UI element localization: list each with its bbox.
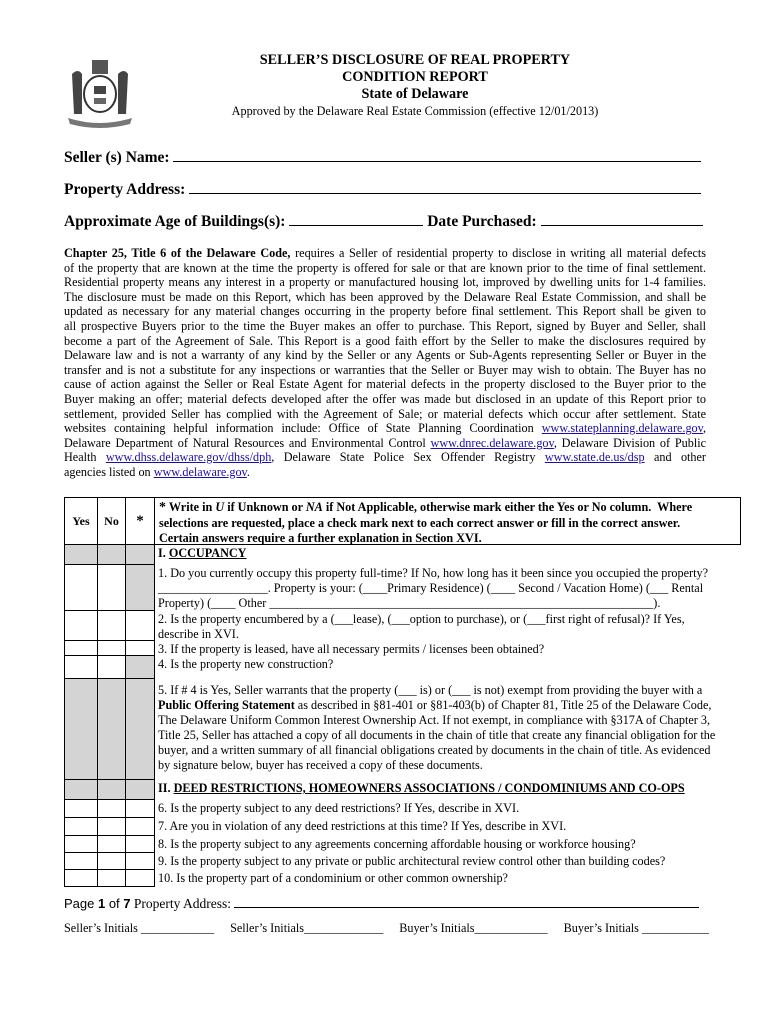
column-header-yes: Yes [64,497,98,545]
answer-cell-note[interactable] [125,610,155,641]
answer-cell-yes [64,678,98,780]
question-line: Public Offering Statement as described in §81-401 or §81-403(b) of Chapter 81, Title 25 of the Delaware Code, [158,698,712,712]
seller-initials-2[interactable]: Seller’s Initials_____________ [230,921,384,935]
intro-line [64,465,706,480]
intro-text: requires a Seller of residential property to disclose in writing all material defects [290,246,706,260]
answer-cell-no [97,779,126,800]
initials-row [64,921,709,936]
question-line: I. OCCUPANCY [158,546,247,560]
intro-line [64,275,706,290]
answer-cell-no[interactable] [97,869,126,887]
question-line: 4. Is the property new construction? [158,657,334,671]
intro-text: and other [644,450,706,465]
answer-cell-note[interactable] [125,799,155,818]
seller-name-label: Seller (s) Name: [64,149,170,166]
question-line: 8. Is the property subject to any agreements concerning affordable housing or workforce housing? [158,837,636,851]
answer-cell-no[interactable] [97,817,126,836]
age-label: Approximate Age of Buildings(s): [64,213,286,230]
page-indicator: Page 1 of 7 [64,896,131,911]
property-address-label: Property Address: [64,181,186,198]
question-line: by signature below, buyer has received a copy of these documents. [158,758,483,772]
intro-text: Delaware law and is not a warranty of any kind by the Seller or any Agents or Sub-Agents representing Seller or Buyer in the [64,348,706,363]
question-text [158,854,665,869]
instructions-line: * Write in U if Unknown or NA if Not Applicable, otherwise mark either the Yes or No column. Where [159,500,693,515]
footer-property-address-field[interactable] [234,895,699,908]
question-line: The Delaware Uniform Common Interest Ownership Act. If not exempt, in compliance with §317A of Chapter 3, [158,713,711,727]
intro-text: , Delaware State Police Sex Offender Registry [271,450,545,465]
disclosure-table [64,497,741,887]
intro-line [64,392,706,407]
answer-cell-note [125,678,155,780]
question-text [158,837,636,852]
intro-line [64,261,706,276]
question-text [158,683,715,773]
website-link[interactable]: www.delaware.gov [153,464,247,479]
answer-cell-note[interactable] [125,852,155,870]
section-heading [158,546,246,561]
question-line: 10. Is the property part of a condominium or other common ownership? [158,871,508,885]
answer-cell-no [97,678,126,780]
intro-text: transfer and is not a substitute for any inspections or warranties that the Seller or Buyer may wish to obtain. The Buyer has no [64,362,706,377]
intro-text: agencies listed on [64,464,154,479]
question-line: 5. If # 4 is Yes, Seller warrants that the property (___ is) or (___ is not) exempt from providing the buyer with a [158,683,703,697]
instructions-line: Certain answers require a further explanation in Section XVI. [159,530,482,545]
question-text [158,819,566,834]
question-line: Title 25, Seller has attached a copy of all documents in the chain of title that create any financial obligation for the [158,728,716,742]
intro-line [64,290,706,305]
answer-cell-yes[interactable] [64,835,98,853]
question-line: __________________. Property is your: (____Primary Residence) (____ Second / Vacation Home) (___ Rental [158,581,704,595]
instructions-line: selections are requested, place a check mark next to each correct answer or fill in the correct answer. [159,515,681,530]
website-link[interactable]: www.state.de.us/dsp [544,450,645,465]
intro-line [64,304,706,319]
intro-text: of the property that are known at the time the property is offered for sale or that are known prior to the time of final settlement. [64,260,706,275]
question-line: 1. Do you currently occupy this property full-time? If No, how long has it been since you occupied the property? [158,566,708,580]
answer-cell-note[interactable] [125,869,155,887]
intro-line [64,407,706,422]
answer-cell-yes[interactable] [64,799,98,818]
seller-name-field[interactable] [173,148,701,162]
answer-cell-note [125,655,155,679]
title-line-3: State of Delaware [361,86,469,102]
intro-text: become a part of the Agreement of Sale. This Report is a good faith effort by the Seller to make the disclosures required by [64,333,706,348]
answer-cell-yes[interactable] [64,852,98,870]
buyer-initials-1[interactable]: Buyer’s Initials____________ [399,921,548,935]
title-line-2: CONDITION REPORT [342,69,488,85]
intro-line [64,348,706,363]
question-text [158,801,519,816]
question-text [158,642,544,657]
answer-cell-note [125,779,155,800]
answer-cell-no[interactable] [97,610,126,641]
answer-cell-no[interactable] [97,835,126,853]
intro-text: The disclosure must be made on this Report, which has been approved by the Delaware Real Estate Commission, and shall be [64,289,706,304]
property-address-field[interactable] [189,180,701,194]
question-line: II. DEED RESTRICTIONS, HOMEOWNERS ASSOCIATIONS / CONDOMINIUMS AND CO-OPS [158,781,685,795]
answer-cell-note[interactable] [125,835,155,853]
table-instructions [154,497,741,545]
answer-cell-note [125,564,155,611]
question-line: 6. Is the property subject to any deed restrictions? If Yes, describe in XVI. [158,801,520,815]
intro-line [64,377,706,392]
property-address-row [64,180,701,199]
page-footer [64,895,699,912]
column-header-no: No [97,497,126,545]
intro-text: cause of action against the Seller or Real Estate Agent for material defects in the property disclosed to the Buyer prior to the [64,377,706,392]
answer-cell-no[interactable] [97,852,126,870]
delaware-state-seal [62,52,138,128]
intro-line [64,436,706,451]
answer-cell-no[interactable] [97,640,126,656]
intro-line [64,246,706,261]
seller-initials-1[interactable]: Seller’s Initials ____________ [64,921,215,935]
age-field[interactable] [289,212,423,226]
answer-cell-yes[interactable] [64,817,98,836]
intro-line [64,334,706,349]
question-text [158,612,685,642]
question-text [158,657,333,672]
question-line: describe in XVI. [158,627,239,641]
answer-cell-no[interactable] [97,655,126,679]
intro-text: , [702,421,706,436]
answer-cell-yes [64,779,98,800]
website-link[interactable]: www.dnrec.delaware.gov [430,435,554,450]
answer-cell-note [125,544,155,565]
question-text [158,871,508,886]
question-line: 9. Is the property subject to any private or public architectural review control other than building codes? [158,854,666,868]
question-line: 2. Is the property encumbered by a (___lease), (___option to purchase), or (___first right of refusal)? If Yes, [158,612,685,626]
intro-text: Buyer making an offer; material defects developed after the offer was made but disclosed in an update of this Report prior to [64,391,706,406]
answer-cell-no[interactable] [97,799,126,818]
website-link[interactable]: www.stateplanning.delaware.gov [541,421,703,436]
website-link[interactable]: www.dhss.delaware.gov/dhss/dph [105,450,272,465]
buyer-initials-2[interactable]: Buyer’s Initials ___________ [563,921,709,935]
intro-line [64,319,706,334]
question-line: buyer, and a written summary of all financial obligations created by documents in the chain of title. As evidenced [158,743,711,757]
question-line: 7. Are you in violation of any deed restrictions at this time? If Yes, describe in XVI. [158,819,567,833]
answer-cell-yes[interactable] [64,640,98,656]
intro-line [64,421,706,436]
column-header-note: * [125,497,155,545]
intro-text: , Delaware Division of Public [553,435,706,450]
intro-text: all prospective Buyers prior to the time the Buyer makes an offer to purchase. This Report, signed by Buyer and Seller, shall [64,318,706,333]
answer-cell-yes[interactable] [64,564,98,611]
question-line: 3. If the property is leased, have all necessary permits / licenses been obtained? [158,642,545,656]
answer-cell-no [97,544,126,565]
intro-text: Residential property means any interest in a property or manufactured housing lot, improved by dwelling units for 1-4 families. [64,275,706,290]
answer-cell-yes[interactable] [64,869,98,887]
date-purchased-field[interactable] [541,212,703,226]
intro-text: updated as necessary for any material changes occurring in the property before final settlement. This Report shall be given to [64,304,706,319]
intro-line [64,450,706,465]
intro-text: Chapter 25, Title 6 of the Delaware Code, [64,246,291,260]
answer-cell-note[interactable] [125,817,155,836]
intro-text: websites containing helpful information include: Office of State Planning Coordination [64,421,542,436]
section-heading [158,781,685,796]
seller-name-row [64,148,701,167]
approval-note: Approved by the Delaware Real Estate Commission (effective 12/01/2013) [231,104,599,118]
date-purchased-label: Date Purchased: [427,213,537,230]
question-line: Property) (____ Other _______________________________________________________________). [158,596,661,610]
answer-cell-note[interactable] [125,640,155,656]
intro-text: settlement, provided Seller has complied with the Agreement of Sale; or material defects which occur after settlement. State [64,406,706,421]
footer-property-address-label: Property Address: [133,896,232,911]
intro-text: . [246,464,250,479]
title-line-1: SELLER’S DISCLOSURE OF REAL PROPERTY [259,52,571,68]
answer-cell-yes[interactable] [64,655,98,679]
answer-cell-yes[interactable] [64,610,98,641]
answer-cell-yes [64,544,98,565]
disclosure-intro-paragraph [64,246,706,480]
question-text [158,566,708,611]
intro-text: Delaware Department of Natural Resources and Environmental Control [64,435,431,450]
answer-cell-no[interactable] [97,564,126,611]
age-date-row [64,212,703,231]
intro-line [64,363,706,378]
intro-text: Health [64,450,106,465]
